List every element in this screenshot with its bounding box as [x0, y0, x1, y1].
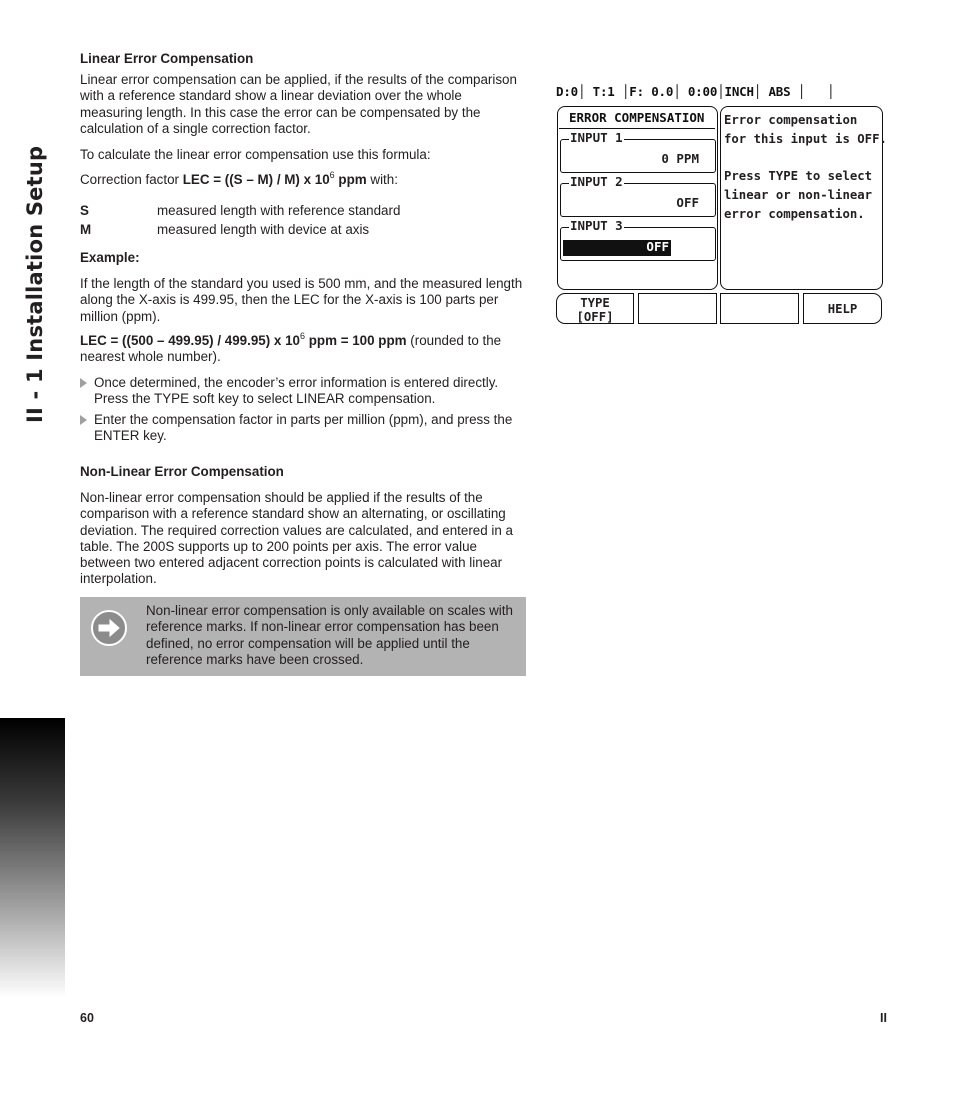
- bullet-item: [80, 412, 525, 445]
- formula-line: [80, 169, 525, 188]
- help-line: for this input is OFF.: [724, 132, 887, 146]
- example-paragraph: If the length of the standard you used is 500 mm, and the measured length along the X-axis is 499.95, then the LEC for the X-axis is 100 parts per million (ppm).: [80, 276, 523, 324]
- page-number: 60: [80, 1011, 94, 1025]
- bullet-item: [80, 375, 525, 408]
- input-3-field[interactable]: [560, 218, 716, 261]
- lec-exponent: 6: [299, 330, 305, 341]
- linear-paragraph: Linear error compensation can be applied, if the results of the comparison with a reference standard show a linear deviation over the whole measuring length. In this case the error can be compensated by the calculation of a single correction factor.: [80, 72, 517, 136]
- definition-text: measured length with reference standard: [157, 203, 401, 218]
- softkey-2[interactable]: [638, 293, 717, 324]
- formula-unit: ppm: [334, 172, 367, 187]
- lec-unit: ppm = 100 ppm: [304, 333, 407, 348]
- linear-heading: Linear Error Compensation: [80, 51, 254, 66]
- note-text: Non-linear error compensation is only available on scales with reference marks. If non-linear error compensation has been defined, no error compensation will be applied until the reference marks have been crossed.: [146, 603, 513, 667]
- nonlinear-heading: Non-Linear Error Compensation: [80, 464, 284, 479]
- note-box: [80, 597, 526, 676]
- nonlinear-paragraph: Non-linear error compensation should be applied if the results of the comparison with a reference standard show an alternating, or oscillating deviation. The required correction values are calculated, and entered in a table. The 200S supports up to 200 points per axis. The error value between two entered adjacent correction points is calculated with linear interpolation.: [80, 490, 513, 587]
- formula-prefix: Correction factor: [80, 172, 183, 187]
- input-value: 0 PPM: [661, 151, 699, 166]
- status-bar: D:0│ T:1 │F: 0.0│ 0:00│INCH│ ABS │ │: [556, 84, 835, 99]
- softkey-help[interactable]: [803, 293, 882, 324]
- bullet-text: Once determined, the encoder’s error information is entered directly. Press the TYPE soft key to select LINEAR compensation.: [94, 375, 499, 407]
- chapter-side-title-text: II - 1 Installation Setup: [23, 145, 47, 423]
- input-value: OFF: [676, 195, 699, 210]
- definition-key: S: [80, 203, 89, 218]
- help-text: [724, 111, 887, 224]
- input-label: INPUT 2: [570, 174, 623, 189]
- softkey-type[interactable]: [556, 293, 634, 324]
- formula-intro: To calculate the linear error compensation use this formula:: [80, 147, 431, 162]
- chapter-side-title: [23, 50, 53, 450]
- input-label: INPUT 3: [570, 218, 623, 233]
- lec-calculation: [80, 330, 525, 366]
- softkey-line: HELP: [827, 302, 858, 316]
- input-1-field[interactable]: [560, 130, 716, 173]
- formula-exponent: 6: [329, 169, 335, 180]
- bullet-arrow-icon: [80, 415, 87, 425]
- softkey-3[interactable]: [720, 293, 799, 324]
- panel-title-divider: [559, 128, 715, 129]
- formula-suffix: with:: [366, 172, 398, 187]
- definition-key: M: [80, 222, 92, 237]
- input-label: INPUT 1: [570, 130, 623, 145]
- arrow-right-icon: [91, 610, 127, 646]
- help-line: [724, 149, 879, 167]
- help-line: error compensation.: [724, 207, 865, 221]
- example-heading: Example:: [80, 250, 140, 265]
- section-label: II: [880, 1011, 887, 1025]
- definition-text: measured length with device at axis: [157, 222, 370, 237]
- bullet-arrow-icon: [80, 378, 87, 388]
- input-2-field[interactable]: [560, 174, 716, 217]
- formula-bold: LEC = ((S – M) / M) x 10: [182, 172, 330, 187]
- help-line: Error compensation: [724, 113, 858, 127]
- bullet-text: Enter the compensation factor in parts per million (ppm), and press the ENTER key.: [94, 412, 513, 444]
- panel-title: ERROR COMPENSATION: [569, 110, 705, 125]
- side-gradient-bar: [0, 718, 65, 998]
- help-line: Press TYPE to select: [724, 169, 873, 183]
- lec-suffix: (rounded to the nearest whole number).: [80, 333, 502, 365]
- softkey-line: TYPE: [580, 296, 610, 310]
- help-line: linear or non-linear: [724, 188, 873, 202]
- input-value-selected: OFF: [646, 239, 669, 254]
- softkey-line: [OFF]: [576, 310, 614, 324]
- lec-bold: LEC = ((500 – 499.95) / 499.95) x 10: [80, 333, 300, 348]
